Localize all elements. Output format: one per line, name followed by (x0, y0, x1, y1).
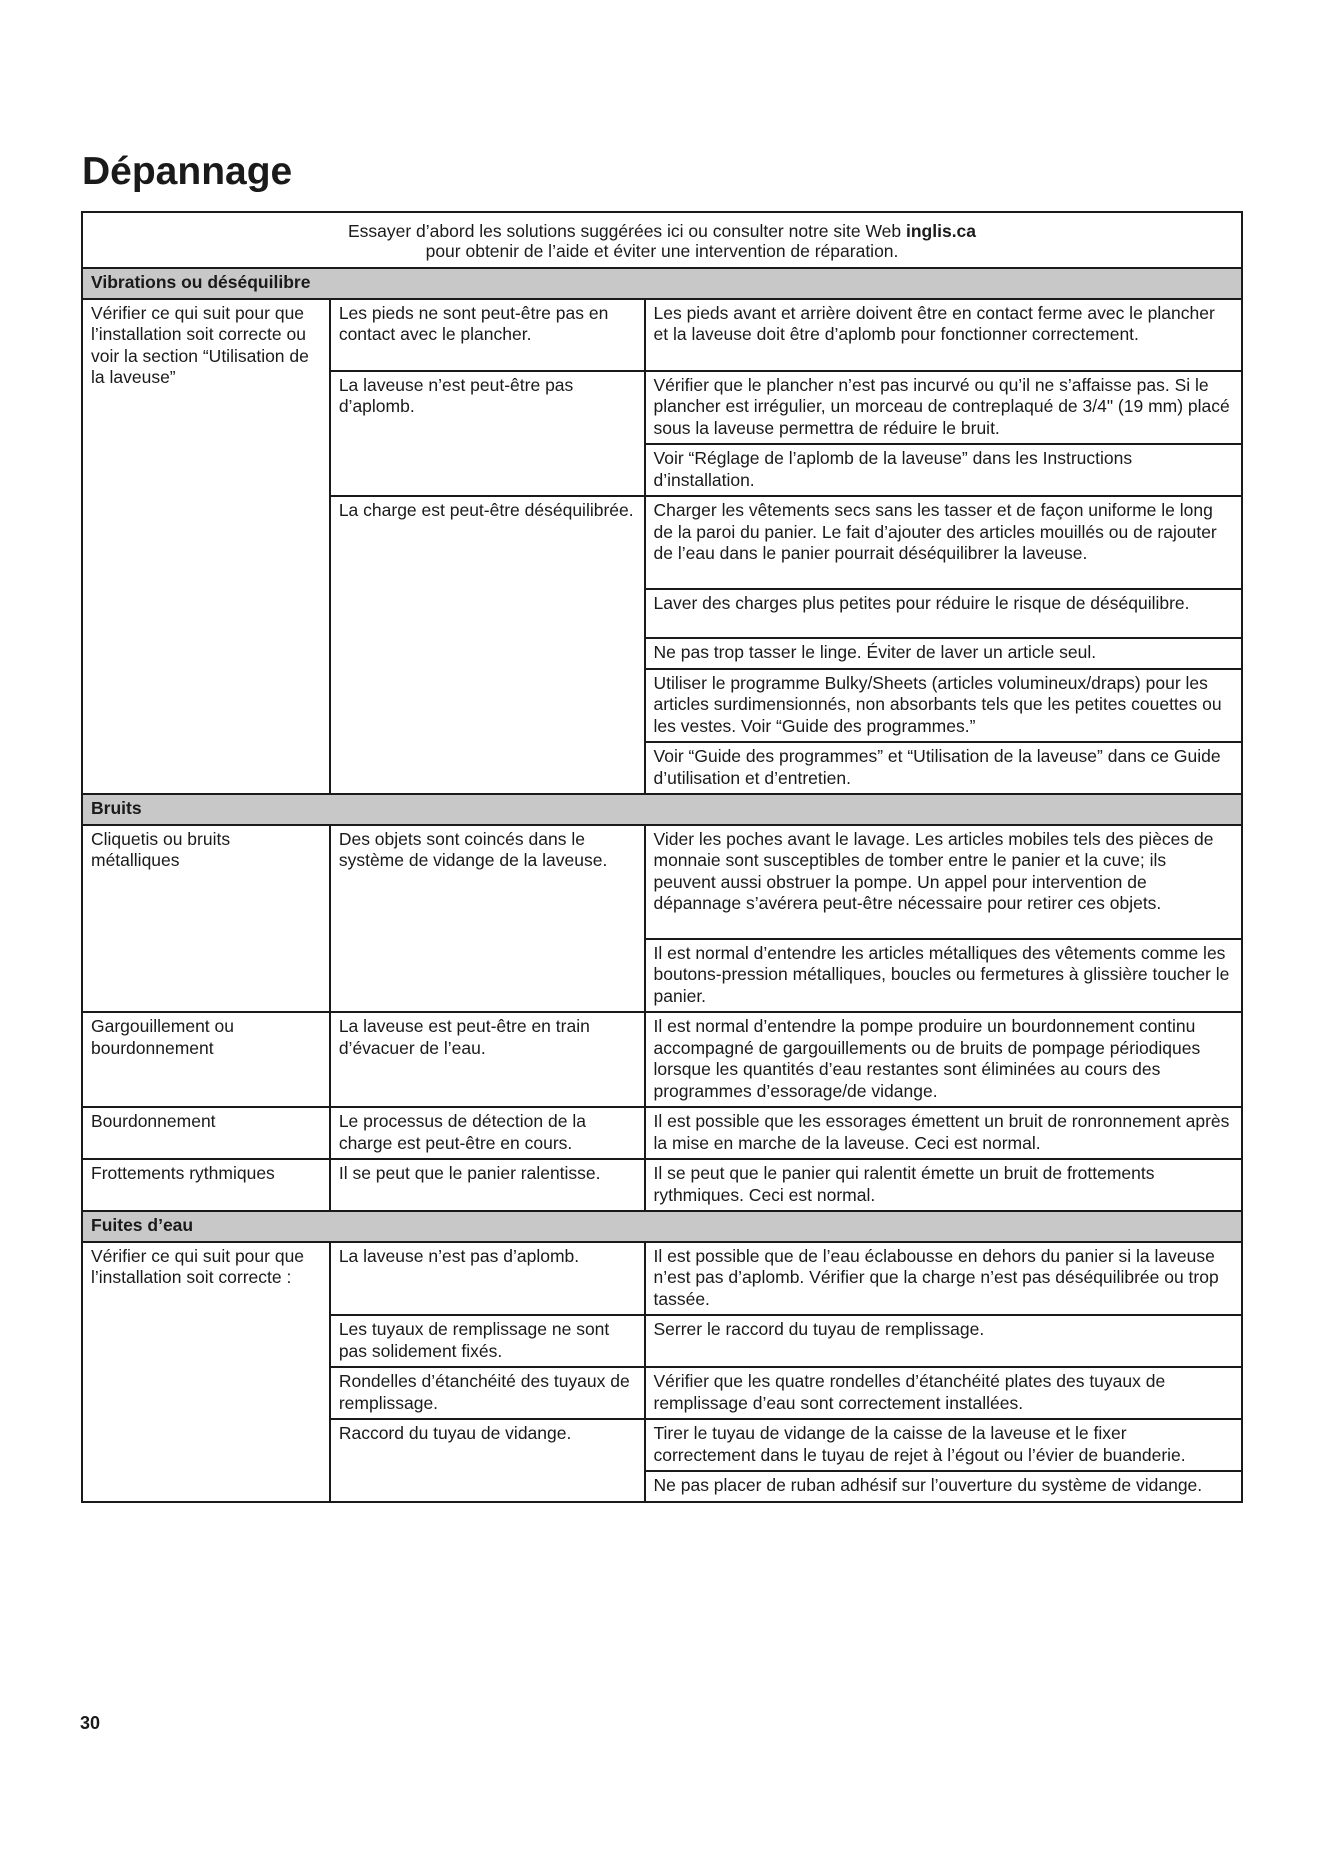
problem-cell: Frottements rythmiques (82, 1159, 330, 1211)
page-number: 30 (80, 1713, 101, 1733)
table-row (82, 1012, 1242, 1107)
table-row (82, 299, 1242, 371)
solution-cell: Il se peut que le panier qui ralentit émette un bruit de frottements rythmiques. Ceci est normal. (645, 1159, 1243, 1211)
solution-cell: Serrer le raccord du tuyau de remplissage. (645, 1315, 1243, 1367)
problem-cell: Bourdonnement (82, 1107, 330, 1159)
page-title: Dépannage (82, 150, 293, 193)
solution-cell: Vérifier que le plancher n’est pas incurvé ou qu’il ne s’affaisse pas. Si le plancher est irrégulier, un morceau de contreplaqué de 3/4" (19 mm) placé sous la laveuse permettra de réduire le bruit. (645, 371, 1243, 445)
section-title-fuites: Fuites d’eau (82, 1211, 1242, 1242)
cause-cell: Des objets sont coincés dans le système de vidange de la laveuse. (330, 825, 645, 1013)
intro-row (82, 212, 1242, 268)
solution-cell: Vérifier que les quatre rondelles d’étanchéité plates des tuyaux de remplissage d’eau sont correctement installées. (645, 1367, 1243, 1419)
solution-cell: Voir “Guide des programmes” et “Utilisation de la laveuse” dans ce Guide d’utilisation et d’entretien. (645, 742, 1243, 794)
cause-cell: Il se peut que le panier ralentisse. (330, 1159, 645, 1211)
cause-cell: La laveuse n’est peut-être pas d’aplomb. (330, 371, 645, 497)
cause-cell: La laveuse est peut-être en train d’évacuer de l’eau. (330, 1012, 645, 1107)
intro-text-line2: pour obtenir de l’aide et éviter une intervention de réparation. (425, 241, 899, 261)
solution-cell: Les pieds avant et arrière doivent être en contact ferme avec le plancher et la laveuse doit être d’aplomb pour fonctionner correctement. (645, 299, 1243, 371)
problem-cell: Gargouillement ou bourdonnement (82, 1012, 330, 1107)
table-row (82, 1242, 1242, 1316)
solution-cell: Ne pas placer de ruban adhésif sur l’ouverture du système de vidange. (645, 1471, 1243, 1502)
solution-cell: Ne pas trop tasser le linge. Éviter de laver un article seul. (645, 638, 1243, 669)
section-header-fuites (82, 1211, 1242, 1242)
problem-cell: Vérifier ce qui suit pour que l’installation soit correcte : (82, 1242, 330, 1502)
solution-cell: Il est possible que les essorages émettent un bruit de ronronnement après la mise en marche de la laveuse. Ceci est normal. (645, 1107, 1243, 1159)
website-link[interactable]: inglis.ca (906, 221, 977, 241)
cause-cell: Les pieds ne sont peut-être pas en contact avec le plancher. (330, 299, 645, 371)
cause-cell: Raccord du tuyau de vidange. (330, 1419, 645, 1502)
cause-cell: La laveuse n’est pas d’aplomb. (330, 1242, 645, 1316)
solution-cell: Vider les poches avant le lavage. Les articles mobiles tels des pièces de monnaie sont susceptibles de tomber entre le panier et la cuve; ils peuvent aussi obstruer la pompe. Un appel pour intervention de dépannage s’avérera peut-être nécessaire pour retirer ces objets. (645, 825, 1243, 939)
solution-cell: Il est normal d’entendre les articles métalliques des vêtements comme les boutons-pression métalliques, boucles ou fermetures à glissière toucher le panier. (645, 939, 1243, 1013)
problem-cell: Vérifier ce qui suit pour que l’installation soit correcte ou voir la section “Utilisation de la laveuse” (82, 299, 330, 795)
solution-cell: Voir “Réglage de l’aplomb de la laveuse” dans les Instructions d’installation. (645, 444, 1243, 496)
problem-cell: Cliquetis ou bruits métalliques (82, 825, 330, 1013)
table-row (82, 825, 1242, 939)
cause-cell: La charge est peut-être déséquilibrée. (330, 496, 645, 794)
table-row (82, 1159, 1242, 1211)
intro-box (82, 212, 1242, 268)
cause-cell: Rondelles d’étanchéité des tuyaux de remplissage. (330, 1367, 645, 1419)
section-header-vibrations (82, 268, 1242, 299)
cause-cell: Le processus de détection de la charge est peut-être en cours. (330, 1107, 645, 1159)
solution-cell: Il est possible que de l’eau éclabousse en dehors du panier si la laveuse n’est pas d’aplomb. Vérifier que la charge n’est pas déséquilibrée ou trop tassée. (645, 1242, 1243, 1316)
solution-cell: Laver des charges plus petites pour réduire le risque de déséquilibre. (645, 589, 1243, 638)
section-header-bruits (82, 794, 1242, 825)
table-row (82, 1107, 1242, 1159)
solution-cell: Tirer le tuyau de vidange de la caisse de la laveuse et le fixer correctement dans le tuyau de rejet à l’égout ou l’évier de buanderie. (645, 1419, 1243, 1471)
section-title-vibrations: Vibrations ou déséquilibre (82, 268, 1242, 299)
cause-cell: Les tuyaux de remplissage ne sont pas solidement fixés. (330, 1315, 645, 1367)
solution-cell: Utiliser le programme Bulky/Sheets (articles volumineux/draps) pour les articles surdimensionnés, non absorbants tels que les petites couettes ou les vestes. Voir “Guide des programmes.” (645, 669, 1243, 743)
solution-cell: Charger les vêtements secs sans les tasser et de façon uniforme le long de la paroi du panier. Le fait d’ajouter des articles mouillés ou de rajouter de l’eau dans le panier pourrait déséquilibrer la laveuse. (645, 496, 1243, 589)
troubleshooting-table (81, 211, 1243, 1503)
intro-text-line1: Essayer d’abord les solutions suggérées ici ou consulter notre site Web (347, 221, 906, 241)
solution-cell: Il est normal d’entendre la pompe produire un bourdonnement continu accompagné de gargouillements ou de bruits de pompage périodiques lorsque les quantités d’eau restantes sont éliminées au cours des programmes d’essorage/de vidange. (645, 1012, 1243, 1107)
section-title-bruits: Bruits (82, 794, 1242, 825)
